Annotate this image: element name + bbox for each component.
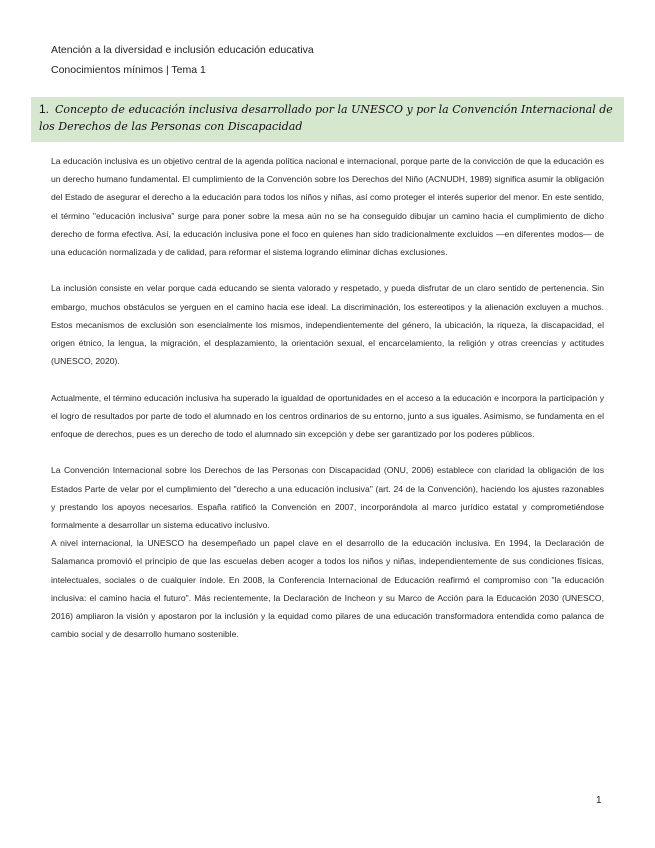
document-header: [51, 40, 314, 80]
paragraph: La inclusión consiste en velar porque cada educando se sienta valorado y respetado, y pueda disfrutar de un claro sentido de pertenencia. Sin embargo, muchos obstáculos se yerguen en el camino hacia ese ideal. La discriminación, los estereotipos y la alienación excluyen a muchos. Estos mecanismos de exclusión son esencialmente los mismos, independientemente del género, la ubicación, la riqueza, la discapacidad, el origen étnico, la lengua, la migración, el desplazamiento, la orientación sexual, el encarcelamiento, la religión y otras creencias y actitudes (UNESCO, 2020).: [51, 283, 604, 367]
paragraph: La educación inclusiva es un objetivo central de la agenda política nacional e internacional, porque parte de la convicción de que la educación es un derecho humano fundamental. El cumplimiento de la Convención sobre los Derechos del Niño (ACNUDH, 1989) significa asumir la obligación del Estado de asegurar el derecho a la educación para todos los niños y niñas, así como proteger el interés superior del menor. En este sentido, el término "educación inclusiva" surge para poner sobre la mesa aún no se ha conseguido dibujar un camino hacia el cumplimiento de dicho derecho de forma efectiva. Así, la educación inclusiva pone el foco en quienes han sido tradicionalmente excluidos —en diferentes modos— de una educación normalizada y de calidad, para reformar el sistema logrando eliminar dichas exclusiones.: [51, 156, 604, 258]
page-number: 1: [596, 795, 602, 806]
paragraph: A nivel internacional, la UNESCO ha desempeñado un papel clave en el desarrollo de la educación inclusiva. En 1994, la Declaración de Salamanca promovió el principio de que las escuelas deben acoger a todos los niños y niñas, independientemente de sus condiciones físicas, intelectuales, sociales o de cualquier índole. En 2008, la Conferencia Internacional de Educación reafirmó el compromiso con "la educación inclusiva: el camino hacia el futuro". Más recientemente, la Declaración de Incheon y su Marco de Acción para la Educación 2030 (UNESCO, 2016) ampliaron la visión y apostaron por la inclusión y la equidad como pilares de una educación transformadora entendida como palanca de cambio social y de desarrollo humano sostenible.: [51, 538, 604, 640]
paragraph: La Convención Internacional sobre los Derechos de las Personas con Discapacidad (ONU, 2006) establece con claridad la obligación de los Estados Parte de velar por el cumplimiento del "derecho a una educación inclusiva" (art. 24 de la Convención), haciendo los ajustes razonables y prestando los apoyos necesarios. España ratificó la Convención en 2007, incorporándola al marco jurídico estatal y comprometiéndose formalmente a desarrollar un sistema educativo inclusivo.: [51, 465, 604, 531]
course-title: Atención a la diversidad e inclusión educación educativa: [51, 44, 314, 56]
section-title: Concepto de educación inclusiva desarrollado por la UNESCO y por la Convención Internacional de los Derechos de las Personas con Discapacidad: [39, 103, 613, 133]
course-subtitle: Conocimientos mínimos | Tema 1: [51, 64, 206, 76]
paragraph: Actualmente, el término educación inclusiva ha superado la igualdad de oportunidades en el acceso a la educación e incorpora la participación y el logro de resultados por parte de todo el alumnado en los centros ordinarios de su entorno, junto a sus iguales. Asimismo, se fundamenta en el enfoque de derechos, pues es un derecho de todo el alumnado sin excepción y debe ser garantizado por los poderes públicos.: [51, 392, 604, 440]
body-text: [51, 152, 604, 643]
section-number: 1.: [39, 102, 50, 116]
section-heading-box: [31, 97, 624, 142]
section-heading: [39, 101, 616, 135]
